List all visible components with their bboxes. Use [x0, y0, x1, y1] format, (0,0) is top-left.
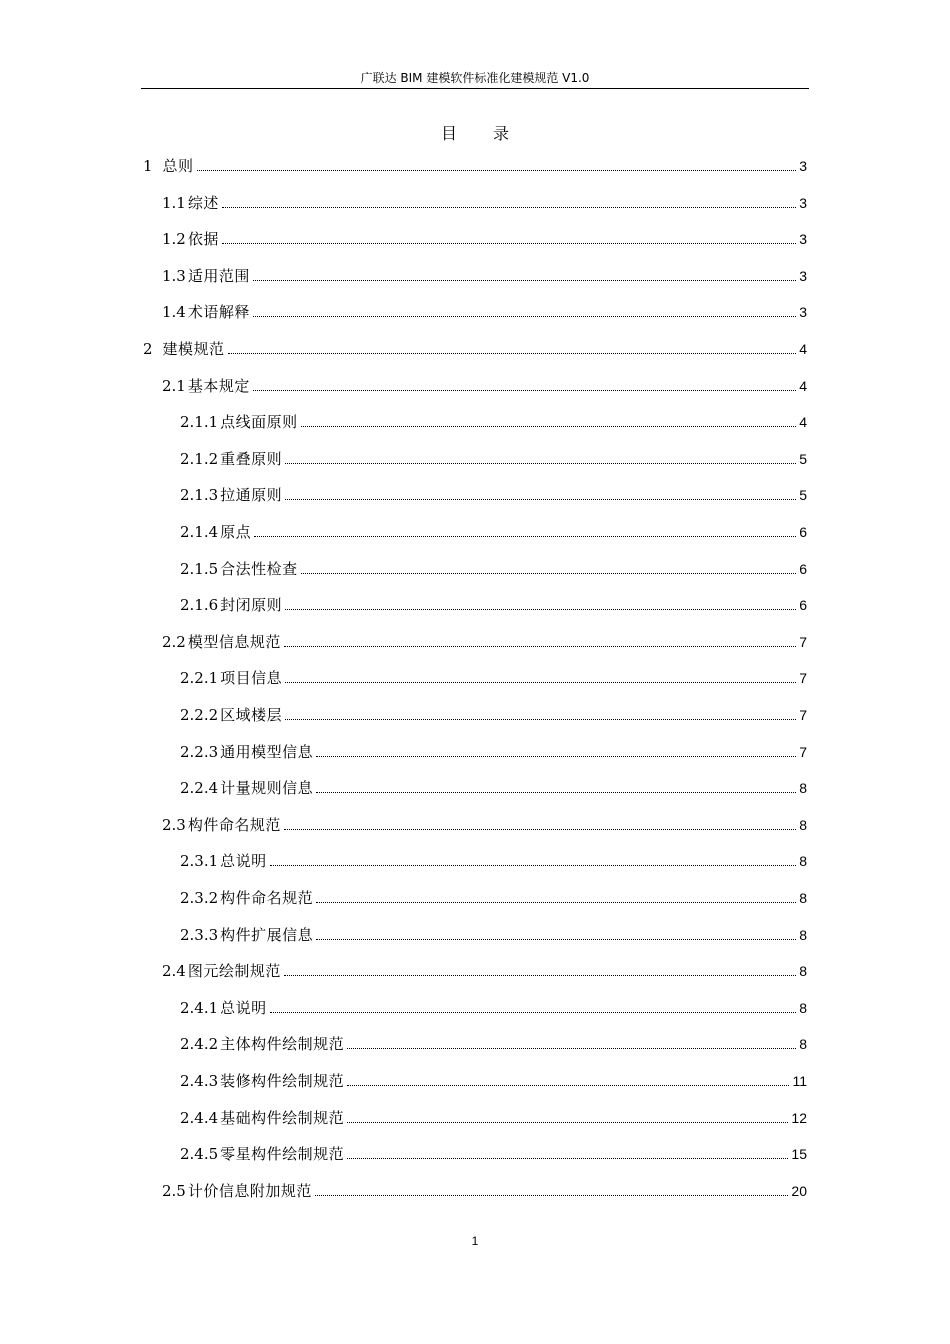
toc-entry-label: 基本规定 — [187, 377, 250, 395]
toc-dot-leader — [254, 522, 796, 542]
toc-entry[interactable] — [180, 1144, 807, 1164]
toc-entry-label: 构件扩展信息 — [220, 926, 314, 944]
toc-dot-leader — [285, 705, 796, 725]
toc-entry-number: 1.4 — [162, 303, 186, 321]
toc-dot-leader — [270, 851, 797, 871]
toc-entry-number: 1.2 — [162, 230, 186, 248]
toc-entry[interactable] — [180, 412, 807, 432]
toc-entry[interactable] — [180, 595, 807, 615]
toc-entry-number: 1 — [143, 157, 153, 175]
toc-entry-page: 7 — [799, 744, 807, 760]
toc-entry[interactable] — [180, 1034, 807, 1054]
toc-entry[interactable] — [180, 925, 807, 945]
toc-entry-number: 2.5 — [162, 1182, 186, 1200]
toc-title-part2: 录 — [493, 124, 510, 143]
toc-entry-label: 总说明 — [220, 999, 267, 1017]
toc-entry-label: 总则 — [162, 157, 194, 175]
toc-entry-number: 2.3 — [162, 816, 186, 834]
toc-entry-page: 8 — [799, 927, 807, 943]
toc-dot-leader — [347, 1071, 789, 1091]
toc-entry-number: 2 — [143, 340, 153, 358]
toc-dot-leader — [222, 193, 796, 213]
toc-entry-number: 1.1 — [162, 194, 186, 212]
toc-entry-number: 2.3.3 — [180, 926, 219, 944]
toc-entry-label: 零星构件绘制规范 — [220, 1145, 345, 1163]
toc-entry-label: 基础构件绘制规范 — [220, 1109, 345, 1127]
toc-dot-leader — [253, 376, 796, 396]
toc-entry-page: 8 — [799, 1036, 807, 1052]
toc-entry-page: 6 — [799, 597, 807, 613]
toc-entry-label: 重叠原则 — [220, 450, 283, 468]
toc-entry-label: 主体构件绘制规范 — [220, 1035, 345, 1053]
toc-entry-label: 模型信息规范 — [187, 633, 281, 651]
toc-dot-leader — [301, 412, 797, 432]
toc-dot-leader — [222, 229, 796, 249]
toc-entry[interactable] — [180, 1108, 807, 1128]
toc-entry-page: 5 — [799, 451, 807, 467]
toc-entry-number: 2.2 — [162, 633, 186, 651]
toc-entry-page: 7 — [799, 670, 807, 686]
toc-entry[interactable] — [180, 668, 807, 688]
toc-entry[interactable] — [180, 1071, 807, 1091]
toc-entry-label: 构件命名规范 — [187, 816, 281, 834]
toc-entry-number: 1.3 — [162, 267, 186, 285]
toc-entry-page: 12 — [791, 1110, 807, 1126]
toc-entry[interactable] — [162, 632, 807, 652]
toc-entry-page: 8 — [799, 1000, 807, 1016]
toc-entry-label: 区域楼层 — [220, 706, 283, 724]
toc-entry-number: 2.2.3 — [180, 743, 219, 761]
toc-entry-number: 2.4.3 — [180, 1072, 219, 1090]
toc-entry-page: 8 — [799, 817, 807, 833]
toc-entry-number: 2.3.2 — [180, 889, 219, 907]
toc-entry-number: 2.3.1 — [180, 852, 219, 870]
toc-entry-page: 20 — [791, 1183, 807, 1199]
toc-entry-label: 总说明 — [220, 852, 267, 870]
toc-entry-label: 计量规则信息 — [220, 779, 314, 797]
toc-dot-leader — [197, 156, 797, 176]
toc-entry[interactable] — [180, 851, 807, 871]
toc-title-part1: 目 — [440, 124, 457, 143]
toc-entry-label: 通用模型信息 — [220, 743, 314, 761]
toc-entry[interactable] — [162, 229, 807, 249]
toc-entry-page: 7 — [799, 707, 807, 723]
toc-entry-page: 6 — [799, 561, 807, 577]
toc-dot-leader — [285, 595, 796, 615]
toc-dot-leader — [284, 961, 796, 981]
toc-entry-label: 项目信息 — [220, 669, 283, 687]
running-header: 广联达 BIM 建模软件标准化建模规范 V1.0 — [360, 71, 590, 85]
toc-entry-page: 3 — [799, 268, 807, 284]
toc-entry-page: 8 — [799, 963, 807, 979]
toc-entry-label: 适用范围 — [187, 267, 250, 285]
toc-entry-page: 3 — [799, 195, 807, 211]
toc-entry-number: 2.2.1 — [180, 669, 219, 687]
toc-entry-number: 2.1.6 — [180, 596, 219, 614]
toc-dot-leader — [228, 339, 797, 359]
toc-entry-label: 装修构件绘制规范 — [220, 1072, 345, 1090]
toc-entry[interactable] — [180, 449, 807, 469]
toc-entry-page: 4 — [799, 378, 807, 394]
toc-dot-leader — [253, 266, 796, 286]
toc-entry-number: 2.1.2 — [180, 450, 219, 468]
toc-entry[interactable] — [180, 485, 807, 505]
toc-entry-page: 15 — [791, 1146, 807, 1162]
toc-entry-label: 原点 — [220, 523, 252, 541]
toc-entry[interactable] — [143, 339, 807, 359]
toc-dot-leader — [284, 815, 796, 835]
toc-dot-leader — [347, 1144, 788, 1164]
toc-entry-number: 2.1.1 — [180, 413, 219, 431]
toc-entry-number: 2.1.5 — [180, 560, 219, 578]
toc-entry[interactable] — [162, 193, 807, 213]
toc-entry-number: 2.4.4 — [180, 1109, 219, 1127]
toc-entry-number: 2.4 — [162, 962, 186, 980]
toc-entry-page: 5 — [799, 487, 807, 503]
toc-dot-leader — [285, 485, 796, 505]
toc-dot-leader — [315, 1181, 789, 1201]
toc-entry-page: 6 — [799, 524, 807, 540]
toc-entry[interactable] — [180, 559, 807, 579]
toc-dot-leader — [301, 559, 797, 579]
toc-entry[interactable] — [162, 266, 807, 286]
toc-entry-number: 2.1.4 — [180, 523, 219, 541]
toc-entry[interactable] — [162, 376, 807, 396]
toc-dot-leader — [316, 778, 796, 798]
toc-entry[interactable] — [180, 522, 807, 542]
toc-entry-number: 2.2.2 — [180, 706, 219, 724]
toc-entry-page: 3 — [799, 158, 807, 174]
toc-entry-page: 7 — [799, 634, 807, 650]
toc-dot-leader — [347, 1108, 788, 1128]
page-number: 1 — [471, 1234, 479, 1248]
toc-entry-label: 依据 — [187, 230, 219, 248]
toc-entry-label: 合法性检查 — [220, 560, 298, 578]
toc-entry-page: 4 — [799, 414, 807, 430]
toc-entry[interactable] — [180, 705, 807, 725]
toc-entry-number: 2.1.3 — [180, 486, 219, 504]
toc-entry-page: 4 — [799, 341, 807, 357]
toc-entry[interactable] — [180, 888, 807, 908]
toc-entry-page: 3 — [799, 304, 807, 320]
toc-entry-number: 2.4.1 — [180, 999, 219, 1017]
toc-dot-leader — [316, 888, 796, 908]
toc-entry-label: 术语解释 — [187, 303, 250, 321]
toc-entry-number: 2.4.2 — [180, 1035, 219, 1053]
toc-dot-leader — [285, 668, 796, 688]
toc-entry[interactable] — [162, 815, 807, 835]
toc-entry-number: 2.2.4 — [180, 779, 219, 797]
toc-entry-label: 建模规范 — [162, 340, 225, 358]
toc-dot-leader — [347, 1034, 796, 1054]
toc-dot-leader — [316, 742, 796, 762]
toc-dot-leader — [284, 632, 796, 652]
toc-entry[interactable] — [180, 742, 807, 762]
toc-entry-page: 11 — [792, 1073, 807, 1089]
toc-entry[interactable] — [162, 302, 807, 322]
toc-entry-label: 图元绘制规范 — [187, 962, 281, 980]
toc-entry-label: 封闭原则 — [220, 596, 283, 614]
toc-entry[interactable] — [180, 998, 807, 1018]
toc-entry-page: 8 — [799, 853, 807, 869]
toc-entry-page: 8 — [799, 890, 807, 906]
toc-dot-leader — [270, 998, 797, 1018]
toc-dot-leader — [316, 925, 796, 945]
toc-entry-label: 计价信息附加规范 — [187, 1182, 312, 1200]
toc-dot-leader — [253, 302, 796, 322]
toc-entry[interactable] — [162, 1181, 807, 1201]
toc-entry[interactable] — [162, 961, 807, 981]
toc-entry[interactable] — [143, 156, 807, 176]
toc-entry[interactable] — [180, 778, 807, 798]
toc-dot-leader — [285, 449, 796, 469]
toc-entry-label: 综述 — [187, 194, 219, 212]
toc-entry-page: 3 — [799, 231, 807, 247]
toc-entry-number: 2.1 — [162, 377, 186, 395]
toc-entry-label: 构件命名规范 — [220, 889, 314, 907]
toc-entry-label: 点线面原则 — [220, 413, 298, 431]
toc-entry-number: 2.4.5 — [180, 1145, 219, 1163]
toc-entry-label: 拉通原则 — [220, 486, 283, 504]
toc-entry-page: 8 — [799, 780, 807, 796]
